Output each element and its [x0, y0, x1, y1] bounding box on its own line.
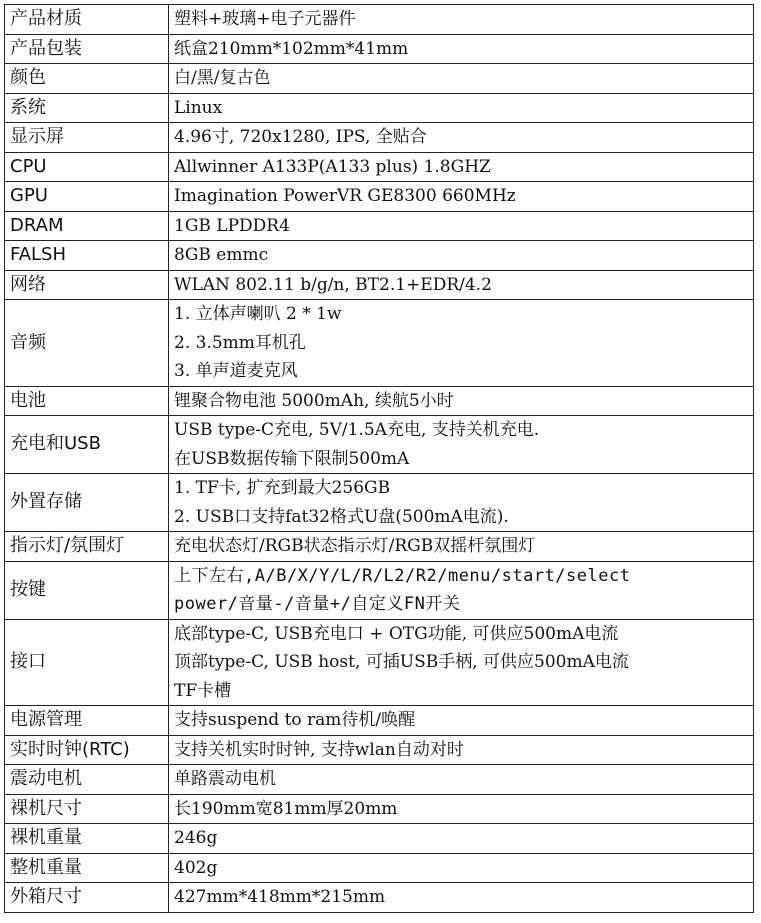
spec-value [169, 474, 754, 532]
spec-value-line: 在USB数据传输下限制500mA [174, 448, 410, 469]
spec-key: 指示灯/氛围灯 [5, 532, 169, 562]
spec-row-cpu [5, 152, 754, 182]
spec-value-line: 塑料+玻璃+电子元器件 [174, 9, 356, 29]
spec-value-line: 427mm*418mm*215mm [174, 887, 386, 907]
spec-key: 系统 [5, 93, 169, 123]
spec-value-line: 4.96寸, 720x1280, IPS, 全贴合 [174, 127, 427, 147]
spec-value-line: 8GB emmc [174, 245, 269, 265]
spec-key: DRAM [5, 211, 169, 241]
spec-value-line: 246g [174, 828, 218, 848]
spec-row-package-weight [5, 853, 754, 883]
spec-value-line: 长190mm宽81mm厚20mm [174, 798, 398, 819]
spec-row-gpu [5, 182, 754, 212]
spec-value-line: 底部type-C, USB充电口 + OTG功能, 可供应500mA电流 [174, 623, 619, 644]
spec-value-line: 单路震动电机 [174, 769, 276, 789]
spec-value-line: 锂聚合物电池 5000mAh, 续航5小时 [174, 390, 454, 411]
spec-row-color [5, 64, 754, 94]
spec-value-line: 白/黑/复古色 [174, 68, 271, 88]
spec-key: 实时时钟(RTC) [5, 735, 169, 765]
spec-value [169, 123, 754, 153]
spec-value [169, 152, 754, 182]
spec-value [169, 93, 754, 123]
spec-key: 外置存储 [5, 474, 169, 532]
spec-value [169, 561, 754, 619]
spec-value-line: 支持关机实时时钟, 支持wlan自动对时 [174, 739, 464, 760]
spec-key: 按键 [5, 561, 169, 619]
spec-key: 音频 [5, 300, 169, 387]
spec-value-line: 2. USB口支持fat32格式U盘(500mA电流). [174, 506, 509, 527]
spec-value-line: 顶部type-C, USB host, 可插USB手柄, 可供应500mA电流 [174, 652, 629, 672]
spec-key: 产品包装 [5, 34, 169, 64]
spec-row-display [5, 123, 754, 153]
spec-value [169, 416, 754, 474]
spec-value [169, 765, 754, 795]
spec-value [169, 211, 754, 241]
spec-row-indicator-lights [5, 532, 754, 562]
spec-key: 裸机重量 [5, 824, 169, 854]
spec-key: FALSH [5, 241, 169, 271]
spec-row-ports [5, 619, 754, 706]
spec-row-external-storage [5, 474, 754, 532]
spec-value-line: Linux [174, 97, 223, 118]
spec-value [169, 735, 754, 765]
spec-key: 震动电机 [5, 765, 169, 795]
spec-value-line: 充电状态灯/RGB状态指示灯/RGB双摇杆氛围灯 [174, 536, 536, 556]
spec-key: 产品材质 [5, 5, 169, 35]
spec-row-rtc [5, 735, 754, 765]
spec-key: 整机重量 [5, 853, 169, 883]
spec-value [169, 5, 754, 35]
spec-value-line: Imagination PowerVR GE8300 660MHz [174, 186, 516, 206]
spec-value-line: 2. 3.5mm耳机孔 [174, 332, 306, 353]
spec-value-line: TF卡槽 [174, 680, 232, 701]
spec-table [4, 4, 754, 913]
spec-value [169, 64, 754, 94]
spec-value [169, 386, 754, 416]
spec-row-carton-dimensions [5, 883, 754, 913]
spec-row-vibration-motor [5, 765, 754, 795]
spec-value-line: WLAN 802.11 b/g/n, BT2.1+EDR/4.2 [174, 274, 492, 295]
spec-key: CPU [5, 152, 169, 182]
spec-key: 裸机尺寸 [5, 794, 169, 824]
spec-value-line: 上下左右,A/B/X/Y/L/R/L2/R2/menu/start/select [174, 565, 631, 586]
spec-value-line: 1. 立体声喇叭 2 * 1w [174, 304, 342, 324]
spec-value-line: 1GB LPDDR4 [174, 215, 290, 236]
spec-row-buttons [5, 561, 754, 619]
spec-row-device-weight [5, 824, 754, 854]
spec-key: 电池 [5, 386, 169, 416]
spec-value-line: 支持suspend to ram待机/唤醒 [174, 710, 416, 730]
spec-row-flash [5, 241, 754, 271]
spec-value [169, 182, 754, 212]
spec-key: 接口 [5, 619, 169, 706]
spec-value [169, 34, 754, 64]
spec-key: 颜色 [5, 64, 169, 94]
spec-key: 电源管理 [5, 706, 169, 736]
spec-row-audio [5, 300, 754, 387]
spec-row-battery [5, 386, 754, 416]
spec-row-network [5, 270, 754, 300]
spec-key: GPU [5, 182, 169, 212]
spec-row-packaging [5, 34, 754, 64]
spec-value [169, 532, 754, 562]
spec-value-line: 3. 单声道麦克风 [174, 361, 298, 381]
spec-value [169, 241, 754, 271]
spec-row-device-dimensions [5, 794, 754, 824]
spec-value-line: 402g [174, 857, 218, 878]
spec-value-line: Allwinner A133P(A133 plus) 1.8GHZ [174, 156, 491, 177]
spec-value [169, 619, 754, 706]
spec-value [169, 824, 754, 854]
spec-key: 外箱尺寸 [5, 883, 169, 913]
spec-value [169, 300, 754, 387]
spec-value-line: 1. TF卡, 扩充到最大256GB [174, 478, 391, 498]
spec-row-system [5, 93, 754, 123]
spec-value-line: power/音量-/音量+/自定义FN开关 [174, 594, 461, 614]
spec-value-line: 纸盒210mm*102mm*41mm [174, 38, 409, 59]
spec-value [169, 270, 754, 300]
spec-value [169, 794, 754, 824]
spec-key: 网络 [5, 270, 169, 300]
spec-value [169, 706, 754, 736]
spec-row-dram [5, 211, 754, 241]
spec-value [169, 853, 754, 883]
spec-key: 充电和USB [5, 416, 169, 474]
spec-row-power-management [5, 706, 754, 736]
spec-row-material [5, 5, 754, 35]
spec-value-line: USB type-C充电, 5V/1.5A充电, 支持关机充电. [174, 420, 540, 440]
spec-value [169, 883, 754, 913]
spec-row-charging-usb [5, 416, 754, 474]
spec-key: 显示屏 [5, 123, 169, 153]
